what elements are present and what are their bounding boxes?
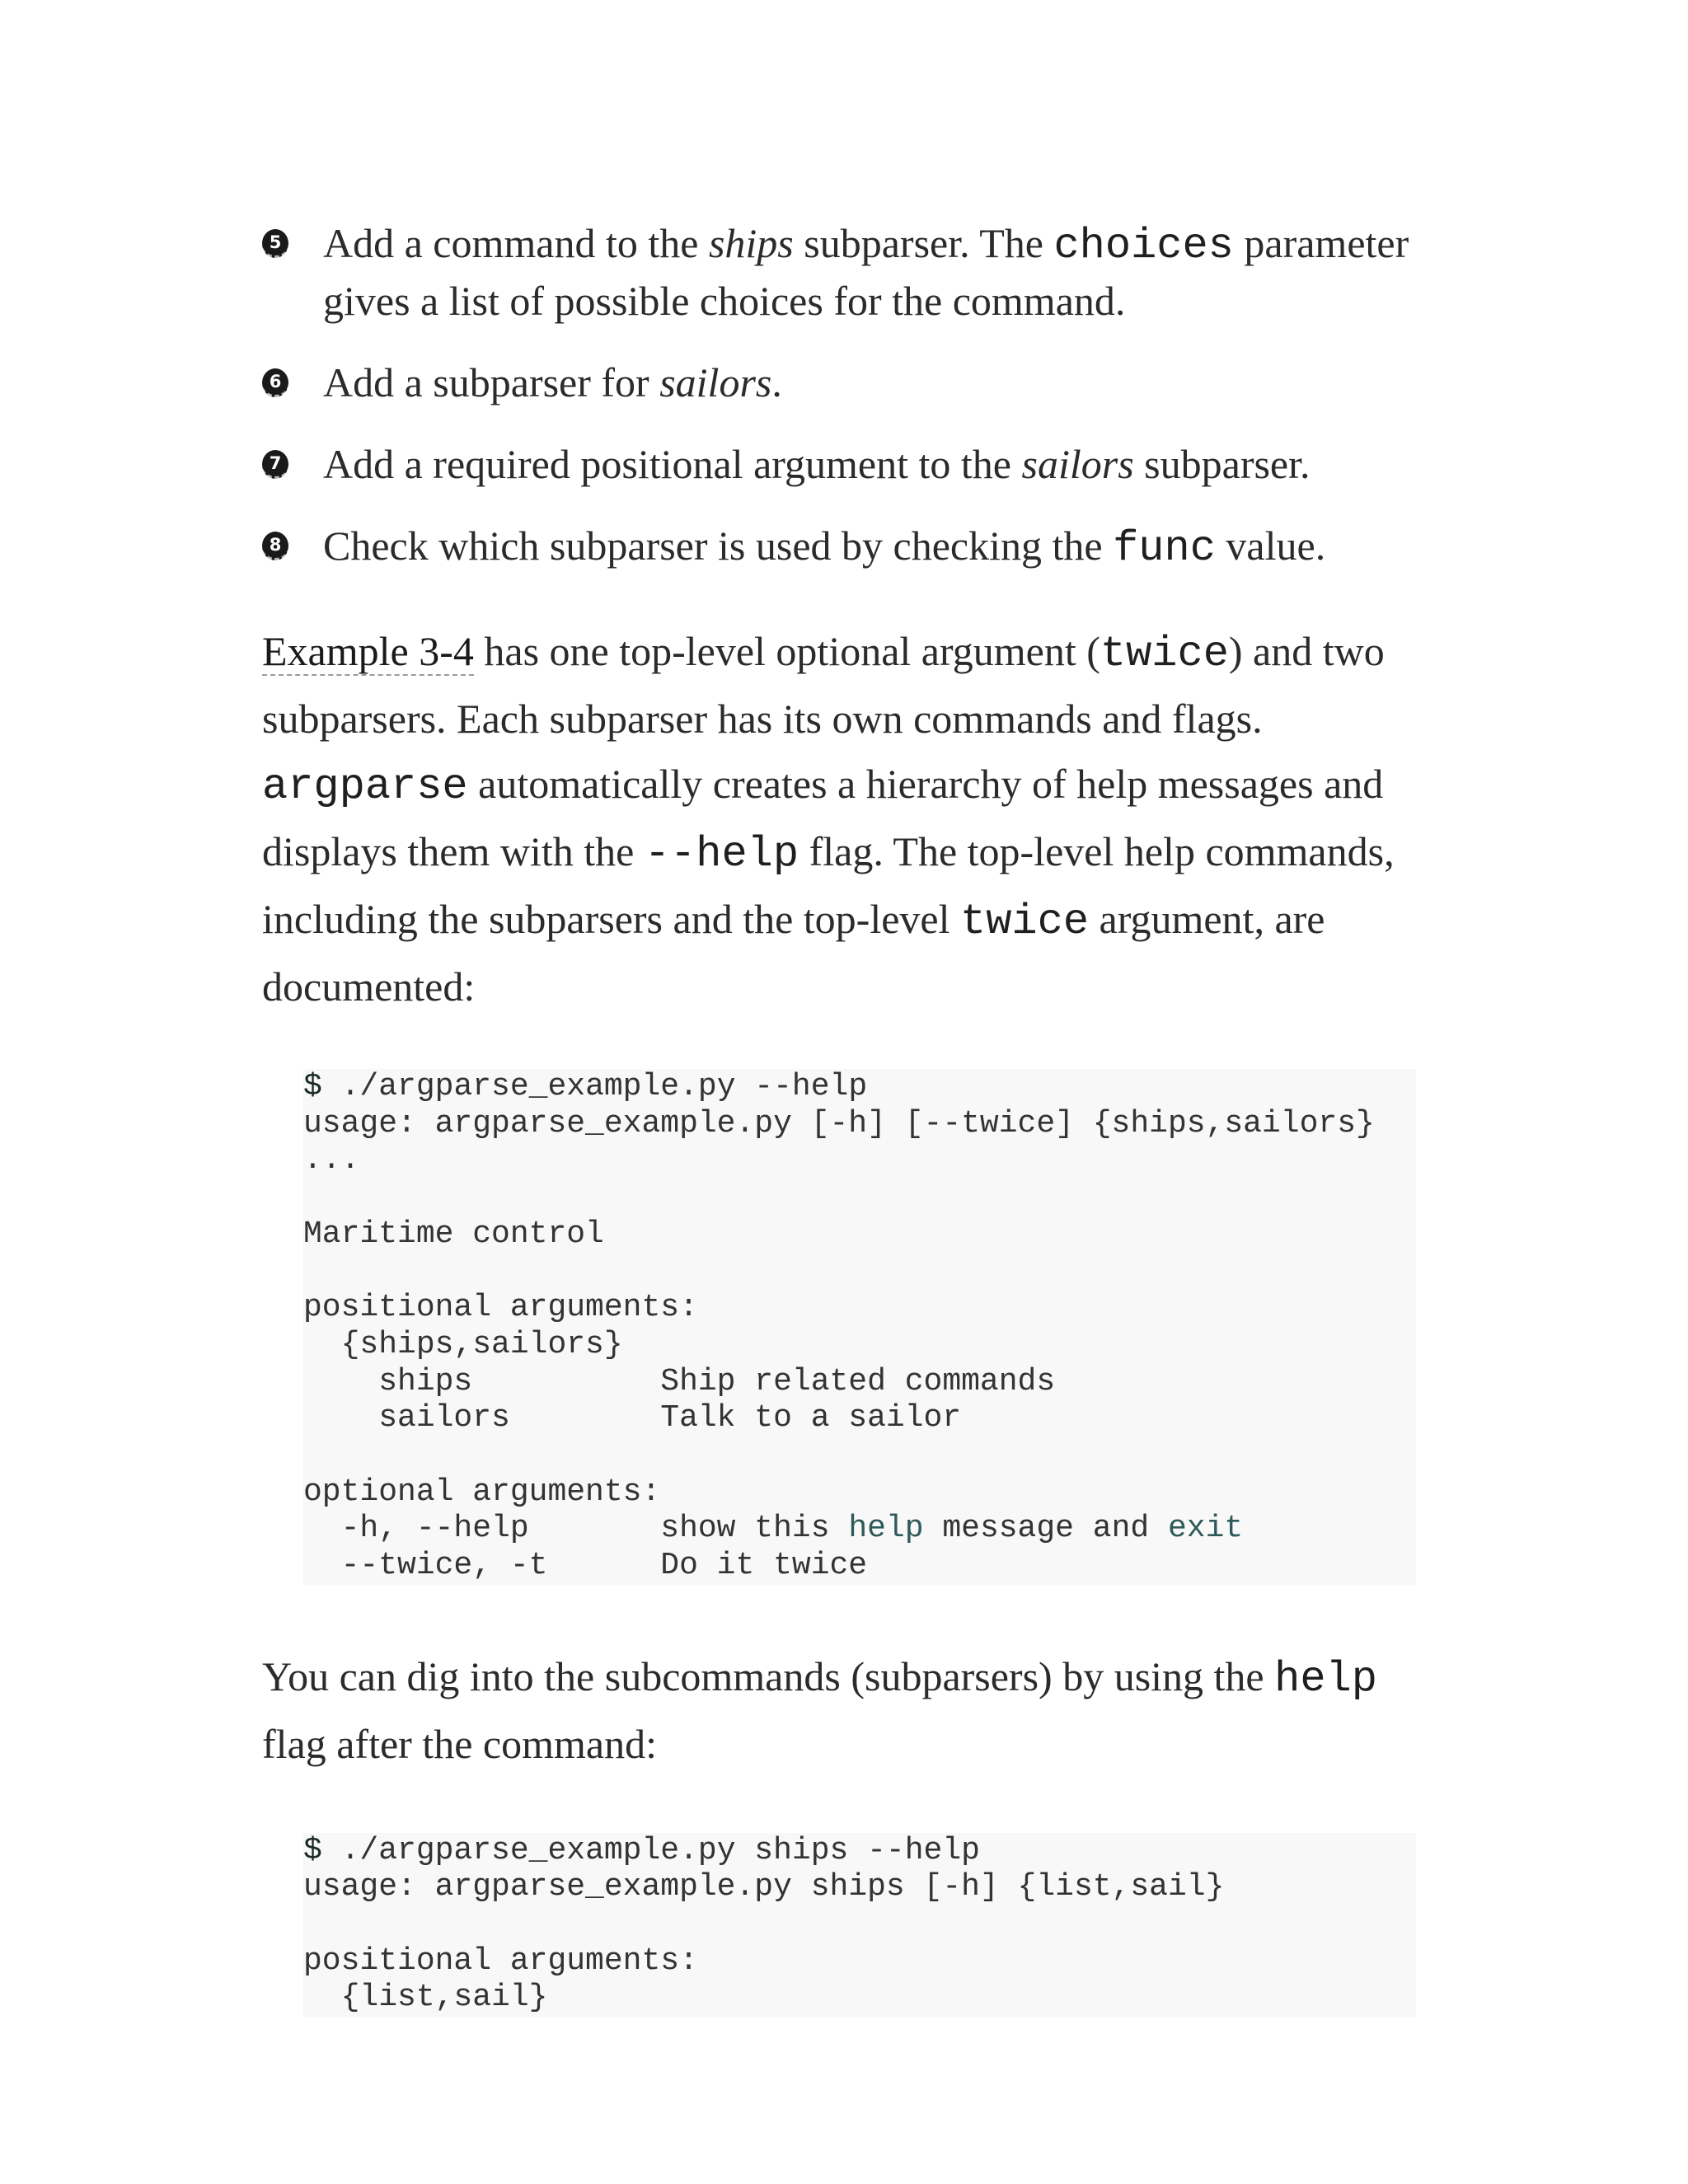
callout-text: Add a required positional argument to the sailors subparser. [323,441,1311,487]
callout-list [262,216,1416,576]
command-line: $ ./argparse_example.py ships --help [303,1832,980,1868]
code-line: {list,sail} [303,1980,548,2016]
code-block [303,1069,1416,1585]
body-paragraph: Example 3-4 has one top-level optional argument (twice) and two subparsers. Each subparser has its own commands and flags. argparse automatically creates a hierarchy of help messages and displays them with the --help flag. The top-level help commands, including the subparsers and the top-level twice argument, are documented: [262,628,1395,1010]
callout-item [262,216,1416,328]
code-line: -h, --help show this help message and exit [303,1511,1244,1547]
shell-prompt: $ [303,1832,322,1868]
example-cross-reference-link[interactable]: Example 3-4 [262,628,474,674]
code-line: sailors Talk to a sailor [303,1400,962,1436]
callout-marker[interactable] [262,216,323,270]
callout-item [262,518,1416,576]
code-line: positional arguments: [303,1290,698,1326]
command-line: $ ./argparse_example.py --help [303,1069,868,1104]
code-line [303,1906,1416,1943]
callout-text: Add a subparser for sailors. [323,359,782,405]
code-line: Maritime control [303,1216,604,1252]
code-line: usage: argparse_example.py ships [-h] {list,sail} [303,1869,1225,1905]
callout-text: Add a command to the ships subparser. The choices parameter gives a list of possible choices for the command. [323,220,1409,324]
code-line [303,1437,1416,1474]
code-line: positional arguments: [303,1943,698,1979]
code-line [303,1179,1416,1216]
callout-text: Check which subparser is used by checking the func value. [323,523,1326,573]
body-paragraph: You can dig into the subcommands (subparsers) by using the help flag after the command: [262,1652,1377,1767]
code-line: usage: argparse_example.py [-h] [--twice] {ships,sailors} [303,1105,1375,1141]
shell-prompt: $ [303,1069,322,1104]
document-page [262,216,1416,2017]
code-block [303,1833,1416,2017]
callout-marker[interactable] [262,437,323,491]
code-line: {ships,sailors} [303,1326,623,1362]
code-line: optional arguments: [303,1474,661,1510]
code-line: ... [303,1142,360,1179]
code-line: ships Ship related commands [303,1363,1056,1399]
callout-number-icon[interactable]: 7 [262,450,288,479]
callout-number-icon[interactable]: 8 [262,532,288,560]
callout-number-icon[interactable]: 5 [262,229,288,258]
code-line [303,1253,1416,1290]
callout-item [262,437,1416,491]
callout-number-icon[interactable]: 6 [262,368,288,397]
callout-marker[interactable] [262,355,323,410]
callout-item [262,355,1416,410]
code-line: --twice, -t Do it twice [303,1547,868,1583]
callout-marker[interactable] [262,518,323,573]
